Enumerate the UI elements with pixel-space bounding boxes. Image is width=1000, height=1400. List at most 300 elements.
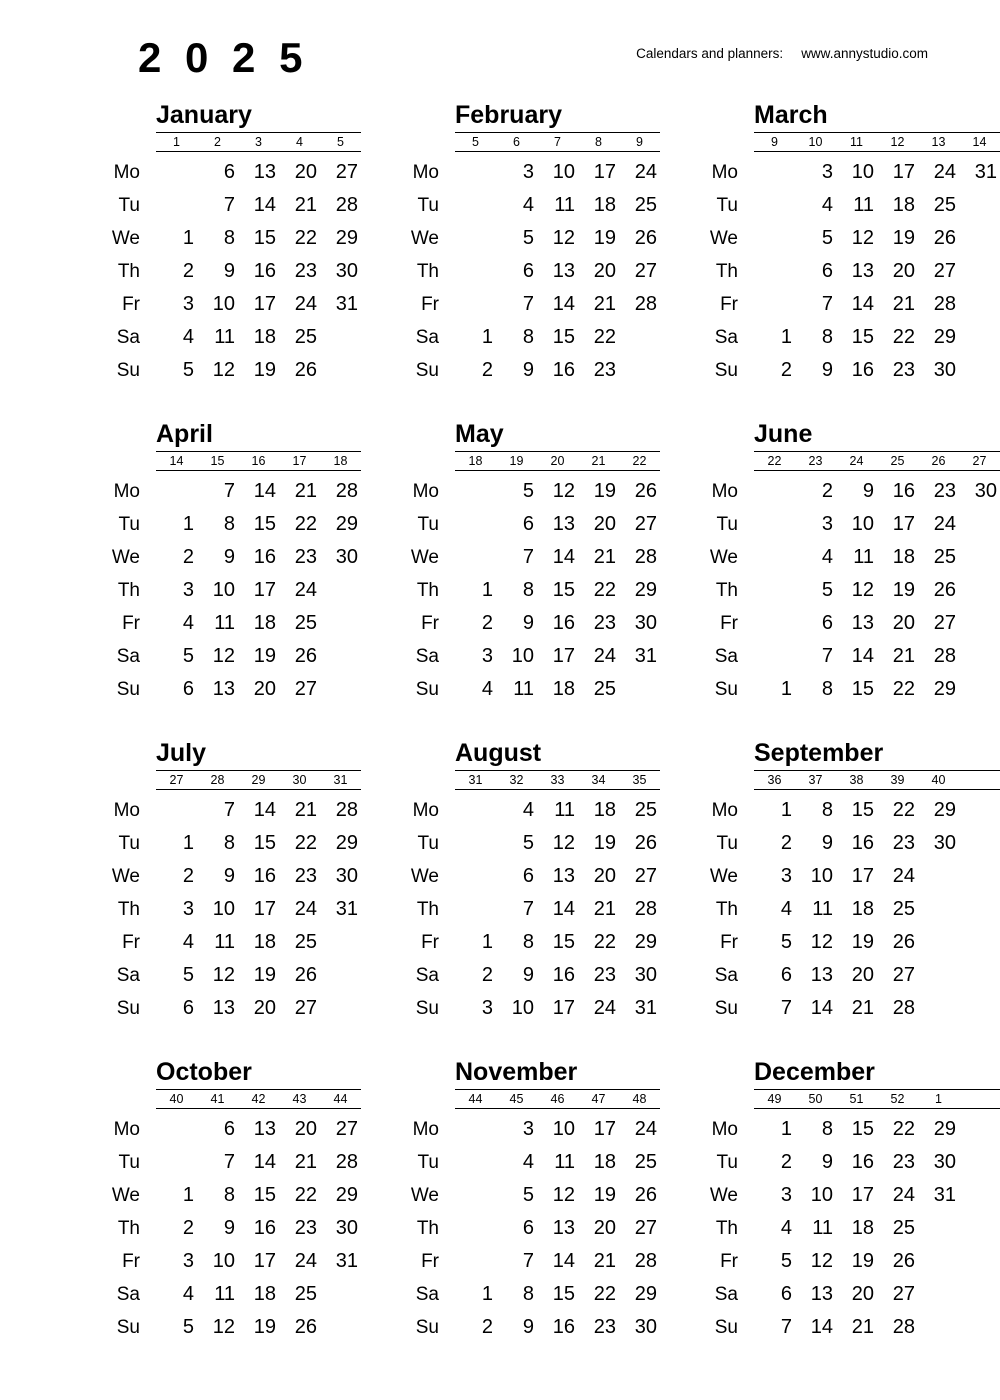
- day-cell: 21: [892, 645, 915, 667]
- weekday-row: [80, 926, 361, 959]
- day-cell: 1: [780, 799, 792, 821]
- day-cell: 19: [892, 579, 915, 601]
- day-cell: 26: [294, 964, 317, 986]
- day-cell: 1: [182, 1184, 194, 1206]
- day-cell: 7: [821, 645, 833, 667]
- week-numbers-row: [156, 132, 361, 152]
- weekday-label: Th: [416, 1218, 439, 1239]
- week-numbers-row: [455, 451, 660, 471]
- weekday-label: We: [410, 866, 439, 887]
- day-cell: 15: [253, 832, 276, 854]
- day-cell: 11: [513, 678, 534, 700]
- week-number: 50: [808, 1092, 823, 1106]
- day-cell: 19: [851, 931, 874, 953]
- weekday-label: Mo: [711, 800, 738, 821]
- day-cell: 2: [182, 260, 194, 282]
- day-cell: 5: [182, 964, 194, 986]
- month-block: [660, 1057, 1000, 1376]
- day-cell: 19: [851, 1250, 874, 1272]
- day-cell: 20: [892, 260, 915, 282]
- week-number: 44: [468, 1092, 483, 1106]
- day-cell: 6: [821, 260, 833, 282]
- weekday-row: [678, 156, 1000, 189]
- day-cell: 30: [933, 1151, 956, 1173]
- day-cell: 19: [593, 480, 616, 502]
- day-cell: 26: [892, 931, 915, 953]
- day-cell: 10: [810, 865, 833, 887]
- day-cell: 16: [253, 865, 276, 887]
- weekday-label: Mo: [113, 162, 140, 183]
- day-cell: 30: [634, 1316, 657, 1338]
- week-numbers-row: [455, 770, 660, 790]
- weekday-row: [80, 827, 361, 860]
- weekday-row: [379, 1212, 660, 1245]
- weekday-label: Fr: [720, 932, 738, 953]
- weekday-label: Tu: [716, 1152, 738, 1173]
- weekday-label: Mo: [412, 481, 439, 502]
- weekday-label: Fr: [720, 1251, 738, 1272]
- weekday-label: Fr: [122, 613, 140, 634]
- weekday-row: [80, 156, 361, 189]
- day-cell: 13: [212, 997, 235, 1019]
- day-cell: 13: [552, 1217, 575, 1239]
- day-cell: 7: [522, 898, 534, 920]
- days-table: [379, 1113, 660, 1344]
- weekday-label: Mo: [711, 162, 738, 183]
- week-number: 27: [972, 454, 987, 468]
- weekday-label: Su: [116, 998, 140, 1019]
- weekday-label: Mo: [113, 800, 140, 821]
- week-number: 49: [767, 1092, 782, 1106]
- day-cell: 22: [593, 579, 616, 601]
- weekday-row: [678, 640, 1000, 673]
- month-name: June: [754, 420, 813, 448]
- day-cell: 26: [294, 359, 317, 381]
- days-table: [678, 475, 1000, 706]
- weekday-label: Tu: [118, 1152, 140, 1173]
- day-cell: 5: [522, 227, 534, 249]
- day-cell: 30: [933, 359, 956, 381]
- day-cell: 28: [634, 293, 657, 315]
- days-table: [678, 156, 1000, 387]
- day-cell: 3: [481, 645, 493, 667]
- day-cell: 27: [634, 865, 657, 887]
- weekday-row: [80, 222, 361, 255]
- week-number: 33: [550, 773, 565, 787]
- day-cell: 23: [593, 964, 616, 986]
- week-number: 25: [890, 454, 905, 468]
- day-cell: 3: [821, 513, 833, 535]
- day-cell: 12: [212, 359, 235, 381]
- day-cell: 10: [212, 293, 235, 315]
- day-cell: 14: [810, 997, 833, 1019]
- week-number: 46: [550, 1092, 565, 1106]
- weekday-label: Th: [715, 580, 738, 601]
- weekday-label: Sa: [415, 1284, 439, 1305]
- weekday-row: [678, 574, 1000, 607]
- weekday-row: [379, 959, 660, 992]
- weekday-label: We: [410, 547, 439, 568]
- weekday-label: Tu: [716, 514, 738, 535]
- day-cell: 27: [294, 997, 317, 1019]
- weekday-row: [379, 475, 660, 508]
- day-cell: 25: [294, 326, 317, 348]
- day-cell: 30: [634, 612, 657, 634]
- month-name: August: [455, 739, 542, 767]
- day-cell: 17: [851, 865, 874, 887]
- weekday-label: Su: [714, 1317, 738, 1338]
- day-cell: 29: [634, 579, 657, 601]
- weekday-row: [678, 827, 1000, 860]
- day-cell: 14: [552, 898, 575, 920]
- day-cell: 2: [182, 546, 194, 568]
- week-number: 5: [337, 135, 344, 149]
- day-cell: 1: [182, 227, 194, 249]
- day-cell: 8: [223, 1184, 235, 1206]
- day-cell: 23: [294, 260, 317, 282]
- weekday-row: [80, 508, 361, 541]
- day-cell: 8: [522, 579, 534, 601]
- day-cell: 15: [253, 227, 276, 249]
- week-number: 18: [333, 454, 348, 468]
- day-cell: 8: [223, 227, 235, 249]
- day-cell: 21: [593, 293, 616, 315]
- week-number: 7: [554, 135, 561, 149]
- weekday-label: Fr: [421, 613, 439, 634]
- day-cell: 16: [253, 260, 276, 282]
- day-cell: 5: [182, 359, 194, 381]
- day-cell: 7: [223, 799, 235, 821]
- day-cell: 30: [634, 964, 657, 986]
- weekday-label: Su: [415, 1317, 439, 1338]
- day-cell: 25: [933, 194, 956, 216]
- month-block: [62, 419, 361, 738]
- weekday-label: Mo: [711, 481, 738, 502]
- week-number: 42: [251, 1092, 266, 1106]
- day-cell: 17: [253, 1250, 276, 1272]
- day-cell: 1: [481, 579, 493, 601]
- week-number: 14: [169, 454, 184, 468]
- weekday-row: [80, 640, 361, 673]
- week-number: 22: [632, 454, 647, 468]
- weekday-row: [379, 354, 660, 387]
- weekday-label: Fr: [720, 613, 738, 634]
- day-cell: 24: [892, 865, 915, 887]
- day-cell: 17: [253, 579, 276, 601]
- day-cell: 29: [933, 1118, 956, 1140]
- day-cell: 10: [552, 1118, 575, 1140]
- week-number: 35: [632, 773, 647, 787]
- weekday-label: Su: [415, 998, 439, 1019]
- day-cell: 14: [552, 1250, 575, 1272]
- day-cell: 13: [851, 260, 874, 282]
- day-cell: 1: [481, 326, 493, 348]
- weekday-label: Tu: [118, 833, 140, 854]
- day-cell: 29: [335, 832, 358, 854]
- day-cell: 20: [294, 161, 317, 183]
- day-cell: 6: [780, 1283, 792, 1305]
- days-table: [678, 794, 1000, 1025]
- day-cell: 24: [294, 898, 317, 920]
- weekday-label: Fr: [720, 294, 738, 315]
- week-number: 9: [771, 135, 778, 149]
- day-cell: 4: [522, 799, 534, 821]
- day-cell: 16: [253, 1217, 276, 1239]
- weekday-row: [678, 1212, 1000, 1245]
- weekday-label: Sa: [415, 646, 439, 667]
- day-cell: 11: [554, 799, 575, 821]
- day-cell: 17: [593, 1118, 616, 1140]
- weekday-label: Th: [117, 899, 140, 920]
- day-cell: 8: [522, 931, 534, 953]
- weekday-row: [678, 1245, 1000, 1278]
- week-numbers-row: [754, 770, 1000, 790]
- day-cell: 26: [892, 1250, 915, 1272]
- weekday-row: [80, 673, 361, 706]
- week-number: 3: [255, 135, 262, 149]
- weekday-label: Fr: [421, 294, 439, 315]
- day-cell: 9: [223, 260, 235, 282]
- month-name: December: [754, 1058, 875, 1086]
- week-number: 36: [767, 773, 782, 787]
- day-cell: 11: [214, 326, 235, 348]
- day-cell: 5: [522, 1184, 534, 1206]
- day-cell: 17: [892, 161, 915, 183]
- week-number: 17: [292, 454, 307, 468]
- weekday-label: We: [410, 228, 439, 249]
- day-cell: 13: [552, 865, 575, 887]
- weekday-row: [379, 926, 660, 959]
- weekday-label: Fr: [421, 932, 439, 953]
- day-cell: 29: [933, 678, 956, 700]
- day-cell: 28: [335, 194, 358, 216]
- week-number: 4: [296, 135, 303, 149]
- weekday-label: Th: [715, 261, 738, 282]
- day-cell: 4: [182, 326, 194, 348]
- day-cell: 6: [522, 865, 534, 887]
- day-cell: 23: [593, 612, 616, 634]
- day-cell: 4: [182, 1283, 194, 1305]
- weekday-row: [80, 321, 361, 354]
- weekday-row: [379, 1179, 660, 1212]
- weekday-label: Sa: [714, 1284, 738, 1305]
- week-number: 40: [169, 1092, 184, 1106]
- week-number: 32: [509, 773, 524, 787]
- day-cell: 17: [552, 997, 575, 1019]
- day-cell: 7: [223, 1151, 235, 1173]
- week-number: 20: [550, 454, 565, 468]
- weekday-label: Mo: [711, 1119, 738, 1140]
- month-name: September: [754, 739, 884, 767]
- day-cell: 28: [335, 1151, 358, 1173]
- week-number: 1: [173, 135, 180, 149]
- day-cell: 9: [821, 832, 833, 854]
- weekday-label: Tu: [118, 195, 140, 216]
- day-cell: 11: [853, 546, 874, 568]
- week-number: 13: [931, 135, 946, 149]
- weekday-label: We: [111, 547, 140, 568]
- day-cell: 2: [182, 1217, 194, 1239]
- day-cell: 14: [810, 1316, 833, 1338]
- day-cell: 4: [780, 898, 792, 920]
- day-cell: 15: [552, 579, 575, 601]
- day-cell: 5: [522, 480, 534, 502]
- day-cell: 2: [481, 359, 493, 381]
- weekday-label: Tu: [417, 833, 439, 854]
- weekday-row: [80, 354, 361, 387]
- weekday-row: [80, 1212, 361, 1245]
- week-number: 10: [808, 135, 823, 149]
- month-name: July: [156, 739, 207, 767]
- day-cell: 25: [892, 1217, 915, 1239]
- day-cell: 1: [780, 326, 792, 348]
- weekday-label: Su: [714, 998, 738, 1019]
- week-number: 28: [210, 773, 225, 787]
- weekday-label: Su: [116, 679, 140, 700]
- day-cell: 7: [522, 293, 534, 315]
- month-block: [361, 419, 660, 738]
- day-cell: 20: [593, 865, 616, 887]
- day-cell: 29: [933, 326, 956, 348]
- weekday-row: [678, 860, 1000, 893]
- weekday-row: [678, 288, 1000, 321]
- weekday-label: We: [111, 1185, 140, 1206]
- day-cell: 9: [223, 1217, 235, 1239]
- day-cell: 26: [634, 1184, 657, 1206]
- day-cell: 13: [212, 678, 235, 700]
- weekday-row: [80, 860, 361, 893]
- weekday-row: [379, 827, 660, 860]
- day-cell: 7: [223, 194, 235, 216]
- weekday-label: Th: [117, 580, 140, 601]
- weekday-row: [678, 255, 1000, 288]
- day-cell: 4: [522, 194, 534, 216]
- day-cell: 26: [933, 579, 956, 601]
- week-number: 16: [251, 454, 266, 468]
- day-cell: 24: [294, 293, 317, 315]
- weekday-row: [379, 1311, 660, 1344]
- day-cell: 23: [593, 359, 616, 381]
- week-number: 43: [292, 1092, 307, 1106]
- day-cell: 7: [522, 546, 534, 568]
- day-cell: 14: [253, 799, 276, 821]
- week-number: 26: [931, 454, 946, 468]
- day-cell: 27: [892, 964, 915, 986]
- weekday-label: Tu: [417, 514, 439, 535]
- day-cell: 21: [851, 1316, 874, 1338]
- day-cell: 1: [780, 678, 792, 700]
- week-number: 30: [292, 773, 307, 787]
- day-cell: 7: [821, 293, 833, 315]
- week-numbers-row: [754, 132, 1000, 152]
- days-table: [379, 475, 660, 706]
- day-cell: 31: [335, 898, 358, 920]
- day-cell: 18: [552, 678, 575, 700]
- weekday-row: [379, 321, 660, 354]
- day-cell: 16: [253, 546, 276, 568]
- weekday-label: Mo: [412, 1119, 439, 1140]
- weekday-label: Su: [116, 360, 140, 381]
- month-block: [660, 738, 1000, 1057]
- day-cell: 5: [821, 579, 833, 601]
- day-cell: 28: [634, 1250, 657, 1272]
- day-cell: 26: [294, 1316, 317, 1338]
- credit-label: Calendars and planners:: [636, 46, 784, 61]
- weekday-row: [379, 893, 660, 926]
- day-cell: 1: [182, 513, 194, 535]
- week-numbers-row: [455, 1089, 660, 1109]
- day-cell: 25: [593, 678, 616, 700]
- day-cell: 20: [253, 997, 276, 1019]
- weekday-label: Tu: [716, 195, 738, 216]
- week-numbers-row: [754, 451, 1000, 471]
- days-table: [80, 475, 361, 706]
- weekday-row: [80, 288, 361, 321]
- day-cell: 12: [851, 579, 874, 601]
- week-number: 34: [591, 773, 606, 787]
- day-cell: 31: [933, 1184, 956, 1206]
- day-cell: 22: [593, 931, 616, 953]
- days-table: [80, 1113, 361, 1344]
- day-cell: 17: [892, 513, 915, 535]
- day-cell: 21: [892, 293, 915, 315]
- day-cell: 22: [294, 832, 317, 854]
- weekday-row: [379, 222, 660, 255]
- day-cell: 24: [294, 1250, 317, 1272]
- day-cell: 3: [182, 293, 194, 315]
- day-cell: 15: [851, 1118, 874, 1140]
- day-cell: 24: [634, 161, 657, 183]
- weekday-row: [80, 893, 361, 926]
- weekday-row: [678, 673, 1000, 706]
- days-table: [678, 1113, 1000, 1344]
- weekday-row: [80, 607, 361, 640]
- day-cell: 20: [294, 1118, 317, 1140]
- day-cell: 26: [294, 645, 317, 667]
- day-cell: 21: [294, 194, 317, 216]
- day-cell: 30: [933, 832, 956, 854]
- day-cell: 19: [593, 1184, 616, 1206]
- weekday-label: Sa: [415, 965, 439, 986]
- day-cell: 9: [223, 546, 235, 568]
- day-cell: 21: [593, 546, 616, 568]
- weekday-row: [678, 354, 1000, 387]
- day-cell: 30: [335, 546, 358, 568]
- week-number: 14: [972, 135, 987, 149]
- day-cell: 16: [892, 480, 915, 502]
- weekday-label: Th: [715, 1218, 738, 1239]
- weekday-label: Th: [715, 899, 738, 920]
- day-cell: 22: [593, 1283, 616, 1305]
- day-cell: 8: [223, 832, 235, 854]
- day-cell: 23: [593, 1316, 616, 1338]
- day-cell: 30: [974, 480, 997, 502]
- day-cell: 17: [593, 161, 616, 183]
- day-cell: 28: [634, 546, 657, 568]
- day-cell: 2: [780, 1151, 792, 1173]
- month-name: January: [156, 101, 252, 129]
- day-cell: 24: [933, 161, 956, 183]
- weekday-row: [678, 1278, 1000, 1311]
- week-number: 23: [808, 454, 823, 468]
- day-cell: 23: [294, 546, 317, 568]
- day-cell: 13: [810, 1283, 833, 1305]
- day-cell: 30: [335, 865, 358, 887]
- day-cell: 18: [253, 326, 276, 348]
- day-cell: 3: [182, 898, 194, 920]
- weekday-label: Mo: [412, 162, 439, 183]
- day-cell: 6: [522, 513, 534, 535]
